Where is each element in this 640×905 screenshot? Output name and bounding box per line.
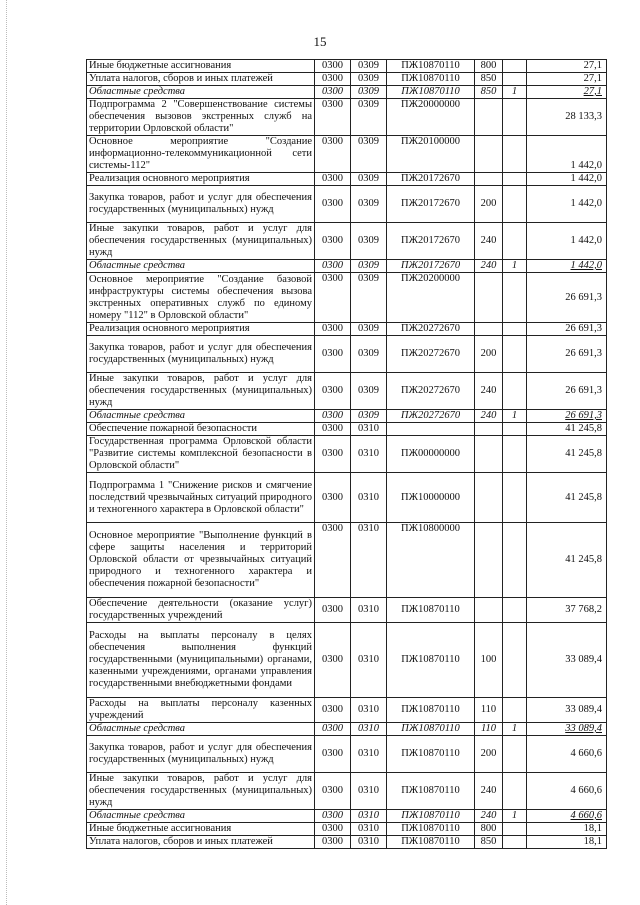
row-expense-type: 200	[475, 336, 503, 373]
row-funding-source	[503, 73, 527, 86]
row-amount: 1 442,0	[527, 186, 607, 223]
row-section-code: 0300	[315, 836, 351, 849]
row-subsection-code: 0309	[351, 410, 387, 423]
row-section-code: 0300	[315, 823, 351, 836]
row-name: Закупка товаров, работ и услуг для обеспечения государственных (муниципальных) нужд	[87, 336, 315, 373]
row-name: Уплата налогов, сборов и иных платежей	[87, 836, 315, 849]
row-section-code: 0300	[315, 698, 351, 723]
row-amount: 41 245,8	[527, 423, 607, 436]
row-section-code: 0300	[315, 86, 351, 99]
row-amount: 26 691,3	[527, 273, 607, 323]
row-amount: 41 245,8	[527, 523, 607, 598]
row-funding-source: 1	[503, 410, 527, 423]
row-name: Иные бюджетные ассигнования	[87, 823, 315, 836]
row-amount: 37 768,2	[527, 598, 607, 623]
row-target-article: ПЖ20272670	[387, 336, 475, 373]
row-funding-source	[503, 173, 527, 186]
row-subsection-code: 0310	[351, 523, 387, 598]
row-subsection-code: 0310	[351, 436, 387, 473]
table-row	[87, 136, 607, 173]
row-target-article: ПЖ10870110	[387, 86, 475, 99]
budget-table	[86, 59, 607, 849]
row-funding-source	[503, 523, 527, 598]
row-name: Иные закупки товаров, работ и услуг для обеспечения государственных (муниципальных) нужд	[87, 373, 315, 410]
row-amount: 26 691,3	[527, 336, 607, 373]
row-amount: 33 089,4	[527, 623, 607, 698]
row-expense-type: 240	[475, 260, 503, 273]
row-amount: 41 245,8	[527, 436, 607, 473]
row-expense-type: 850	[475, 73, 503, 86]
row-section-code: 0300	[315, 773, 351, 810]
row-expense-type: 110	[475, 723, 503, 736]
row-target-article: ПЖ10870110	[387, 623, 475, 698]
row-expense-type	[475, 323, 503, 336]
row-section-code: 0300	[315, 373, 351, 410]
row-subsection-code: 0310	[351, 836, 387, 849]
row-target-article: ПЖ10870110	[387, 60, 475, 73]
row-section-code: 0300	[315, 323, 351, 336]
row-target-article: ПЖ10870110	[387, 810, 475, 823]
row-amount: 27,1	[527, 86, 607, 99]
row-section-code: 0300	[315, 736, 351, 773]
table-row	[87, 273, 607, 323]
row-expense-type	[475, 99, 503, 136]
row-name: Основное мероприятие "Создание базовой инфраструктуры системы обеспечения вызова экстренных оперативных служб по единому номеру "112" в Орловской области"	[87, 273, 315, 323]
row-target-article: ПЖ20172670	[387, 260, 475, 273]
table-row	[87, 810, 607, 823]
row-name: Областные средства	[87, 260, 315, 273]
row-amount: 33 089,4	[527, 698, 607, 723]
budget-table-body	[87, 60, 607, 849]
table-row	[87, 698, 607, 723]
row-target-article: ПЖ20000000	[387, 99, 475, 136]
row-expense-type	[475, 523, 503, 598]
row-subsection-code: 0310	[351, 473, 387, 523]
row-expense-type	[475, 136, 503, 173]
row-section-code: 0300	[315, 260, 351, 273]
table-row	[87, 423, 607, 436]
row-section-code: 0300	[315, 99, 351, 136]
row-subsection-code: 0309	[351, 223, 387, 260]
row-amount: 4 660,6	[527, 773, 607, 810]
row-target-article: ПЖ10870110	[387, 836, 475, 849]
row-funding-source	[503, 336, 527, 373]
row-name: Реализация основного мероприятия	[87, 323, 315, 336]
row-amount: 1 442,0	[527, 260, 607, 273]
row-expense-type	[475, 598, 503, 623]
row-amount: 4 660,6	[527, 736, 607, 773]
row-target-article: ПЖ10000000	[387, 473, 475, 523]
table-row	[87, 723, 607, 736]
row-subsection-code: 0309	[351, 273, 387, 323]
row-subsection-code: 0309	[351, 73, 387, 86]
row-funding-source	[503, 186, 527, 223]
row-name: Расходы на выплаты персоналу в целях обеспечения выполнения функций государственными (муниципальными) органами, казенными учреждениями, органами управления государственными внебюджетными фондами	[87, 623, 315, 698]
row-funding-source	[503, 373, 527, 410]
row-section-code: 0300	[315, 410, 351, 423]
row-target-article: ПЖ20272670	[387, 410, 475, 423]
row-name: Областные средства	[87, 810, 315, 823]
row-subsection-code: 0309	[351, 60, 387, 73]
row-funding-source	[503, 423, 527, 436]
table-row	[87, 836, 607, 849]
row-amount: 26 691,3	[527, 373, 607, 410]
row-subsection-code: 0309	[351, 323, 387, 336]
row-name: Расходы на выплаты персоналу казенных учреждений	[87, 698, 315, 723]
row-funding-source	[503, 836, 527, 849]
row-subsection-code: 0309	[351, 373, 387, 410]
row-target-article	[387, 423, 475, 436]
row-subsection-code: 0310	[351, 736, 387, 773]
table-row	[87, 623, 607, 698]
row-funding-source	[503, 136, 527, 173]
row-expense-type: 850	[475, 836, 503, 849]
row-funding-source	[503, 773, 527, 810]
row-subsection-code: 0309	[351, 260, 387, 273]
row-expense-type	[475, 436, 503, 473]
row-expense-type: 850	[475, 86, 503, 99]
row-subsection-code: 0309	[351, 99, 387, 136]
row-section-code: 0300	[315, 423, 351, 436]
row-funding-source	[503, 323, 527, 336]
row-target-article: ПЖ10870110	[387, 823, 475, 836]
row-subsection-code: 0309	[351, 136, 387, 173]
row-name: Обеспечение пожарной безопасности	[87, 423, 315, 436]
row-name: Государственная программа Орловской области "Развитие системы комплексной безопасности в Орловской области"	[87, 436, 315, 473]
table-row	[87, 736, 607, 773]
row-funding-source	[503, 823, 527, 836]
row-target-article: ПЖ10870110	[387, 598, 475, 623]
row-target-article: ПЖ10870110	[387, 698, 475, 723]
row-subsection-code: 0310	[351, 823, 387, 836]
row-funding-source: 1	[503, 86, 527, 99]
row-name: Областные средства	[87, 410, 315, 423]
row-target-article: ПЖ00000000	[387, 436, 475, 473]
row-target-article: ПЖ20172670	[387, 173, 475, 186]
row-target-article: ПЖ10870110	[387, 723, 475, 736]
table-row	[87, 523, 607, 598]
row-name: Иные закупки товаров, работ и услуг для обеспечения государственных (муниципальных) нужд	[87, 773, 315, 810]
row-target-article: ПЖ10870110	[387, 73, 475, 86]
row-funding-source	[503, 736, 527, 773]
table-row	[87, 73, 607, 86]
row-amount: 1 442,0	[527, 173, 607, 186]
row-amount: 28 133,3	[527, 99, 607, 136]
row-name: Обеспечение деятельности (оказание услуг) государственных учреждений	[87, 598, 315, 623]
row-subsection-code: 0310	[351, 773, 387, 810]
row-name: Областные средства	[87, 723, 315, 736]
row-funding-source: 1	[503, 810, 527, 823]
row-section-code: 0300	[315, 723, 351, 736]
row-amount: 26 691,3	[527, 410, 607, 423]
row-subsection-code: 0310	[351, 698, 387, 723]
table-row	[87, 773, 607, 810]
row-subsection-code: 0310	[351, 623, 387, 698]
row-name: Иные закупки товаров, работ и услуг для обеспечения государственных (муниципальных) нужд	[87, 223, 315, 260]
row-subsection-code: 0310	[351, 423, 387, 436]
row-expense-type: 110	[475, 698, 503, 723]
row-target-article: ПЖ20272670	[387, 323, 475, 336]
row-amount: 4 660,6	[527, 810, 607, 823]
table-row	[87, 410, 607, 423]
row-expense-type: 240	[475, 373, 503, 410]
row-subsection-code: 0309	[351, 336, 387, 373]
row-funding-source	[503, 223, 527, 260]
table-row	[87, 436, 607, 473]
row-amount: 27,1	[527, 73, 607, 86]
row-amount: 1 442,0	[527, 136, 607, 173]
row-section-code: 0300	[315, 523, 351, 598]
row-funding-source	[503, 60, 527, 73]
row-amount: 33 089,4	[527, 723, 607, 736]
row-section-code: 0300	[315, 186, 351, 223]
row-section-code: 0300	[315, 623, 351, 698]
row-funding-source	[503, 273, 527, 323]
row-subsection-code: 0309	[351, 86, 387, 99]
row-section-code: 0300	[315, 136, 351, 173]
row-name: Закупка товаров, работ и услуг для обеспечения государственных (муниципальных) нужд	[87, 736, 315, 773]
row-name: Закупка товаров, работ и услуг для обеспечения государственных (муниципальных) нужд	[87, 186, 315, 223]
row-amount: 18,1	[527, 836, 607, 849]
table-row	[87, 823, 607, 836]
row-funding-source: 1	[503, 260, 527, 273]
table-row	[87, 86, 607, 99]
row-target-article: ПЖ20172670	[387, 186, 475, 223]
row-funding-source	[503, 473, 527, 523]
table-row	[87, 473, 607, 523]
row-section-code: 0300	[315, 273, 351, 323]
row-section-code: 0300	[315, 810, 351, 823]
row-subsection-code: 0309	[351, 173, 387, 186]
binding-margin-line	[6, 0, 7, 905]
row-expense-type: 240	[475, 223, 503, 260]
row-target-article: ПЖ10870110	[387, 736, 475, 773]
table-row	[87, 598, 607, 623]
row-amount: 41 245,8	[527, 473, 607, 523]
table-row	[87, 186, 607, 223]
row-expense-type	[475, 423, 503, 436]
row-name: Основное мероприятие "Выполнение функций в сфере защиты населения и территорий Орловской области от чрезвычайных ситуаций природного и техногенного характера и обеспечения пожарной безопасности"	[87, 523, 315, 598]
row-expense-type: 240	[475, 410, 503, 423]
row-section-code: 0300	[315, 173, 351, 186]
row-expense-type: 200	[475, 736, 503, 773]
row-amount: 1 442,0	[527, 223, 607, 260]
row-name: Подпрограмма 2 "Совершенствование системы обеспечения вызовов экстренных служб на территории Орловской области"	[87, 99, 315, 136]
row-target-article: ПЖ20272670	[387, 373, 475, 410]
row-target-article: ПЖ20200000	[387, 273, 475, 323]
row-amount: 27,1	[527, 60, 607, 73]
row-name: Областные средства	[87, 86, 315, 99]
row-section-code: 0300	[315, 598, 351, 623]
row-name: Подпрограмма 1 "Снижение рисков и смягчение последствий чрезвычайных ситуаций природного и техногенного характера в Орловской области"	[87, 473, 315, 523]
row-expense-type: 240	[475, 773, 503, 810]
row-name: Основное мероприятие "Создание информационно-телекоммуникационной сети системы-112"	[87, 136, 315, 173]
row-target-article: ПЖ20172670	[387, 223, 475, 260]
row-amount: 26 691,3	[527, 323, 607, 336]
table-row	[87, 373, 607, 410]
row-subsection-code: 0310	[351, 723, 387, 736]
row-subsection-code: 0309	[351, 186, 387, 223]
row-target-article: ПЖ20100000	[387, 136, 475, 173]
row-section-code: 0300	[315, 436, 351, 473]
row-name: Реализация основного мероприятия	[87, 173, 315, 186]
row-expense-type	[475, 473, 503, 523]
row-section-code: 0300	[315, 336, 351, 373]
row-section-code: 0300	[315, 473, 351, 523]
table-row	[87, 260, 607, 273]
row-funding-source	[503, 698, 527, 723]
row-expense-type: 200	[475, 186, 503, 223]
row-expense-type: 800	[475, 823, 503, 836]
row-expense-type: 100	[475, 623, 503, 698]
row-expense-type: 800	[475, 60, 503, 73]
table-row	[87, 323, 607, 336]
row-funding-source	[503, 436, 527, 473]
row-name: Иные бюджетные ассигнования	[87, 60, 315, 73]
row-funding-source	[503, 598, 527, 623]
row-subsection-code: 0310	[351, 810, 387, 823]
table-row	[87, 173, 607, 186]
table-row	[87, 223, 607, 260]
row-expense-type	[475, 173, 503, 186]
row-section-code: 0300	[315, 60, 351, 73]
row-subsection-code: 0310	[351, 598, 387, 623]
row-expense-type	[475, 273, 503, 323]
row-funding-source	[503, 623, 527, 698]
page-number: 15	[313, 34, 327, 49]
table-row	[87, 336, 607, 373]
row-section-code: 0300	[315, 223, 351, 260]
row-section-code: 0300	[315, 73, 351, 86]
row-name: Уплата налогов, сборов и иных платежей	[87, 73, 315, 86]
row-expense-type: 240	[475, 810, 503, 823]
row-target-article: ПЖ10870110	[387, 773, 475, 810]
row-funding-source: 1	[503, 723, 527, 736]
table-row	[87, 60, 607, 73]
table-row	[87, 99, 607, 136]
row-target-article: ПЖ10800000	[387, 523, 475, 598]
row-funding-source	[503, 99, 527, 136]
row-amount: 18,1	[527, 823, 607, 836]
